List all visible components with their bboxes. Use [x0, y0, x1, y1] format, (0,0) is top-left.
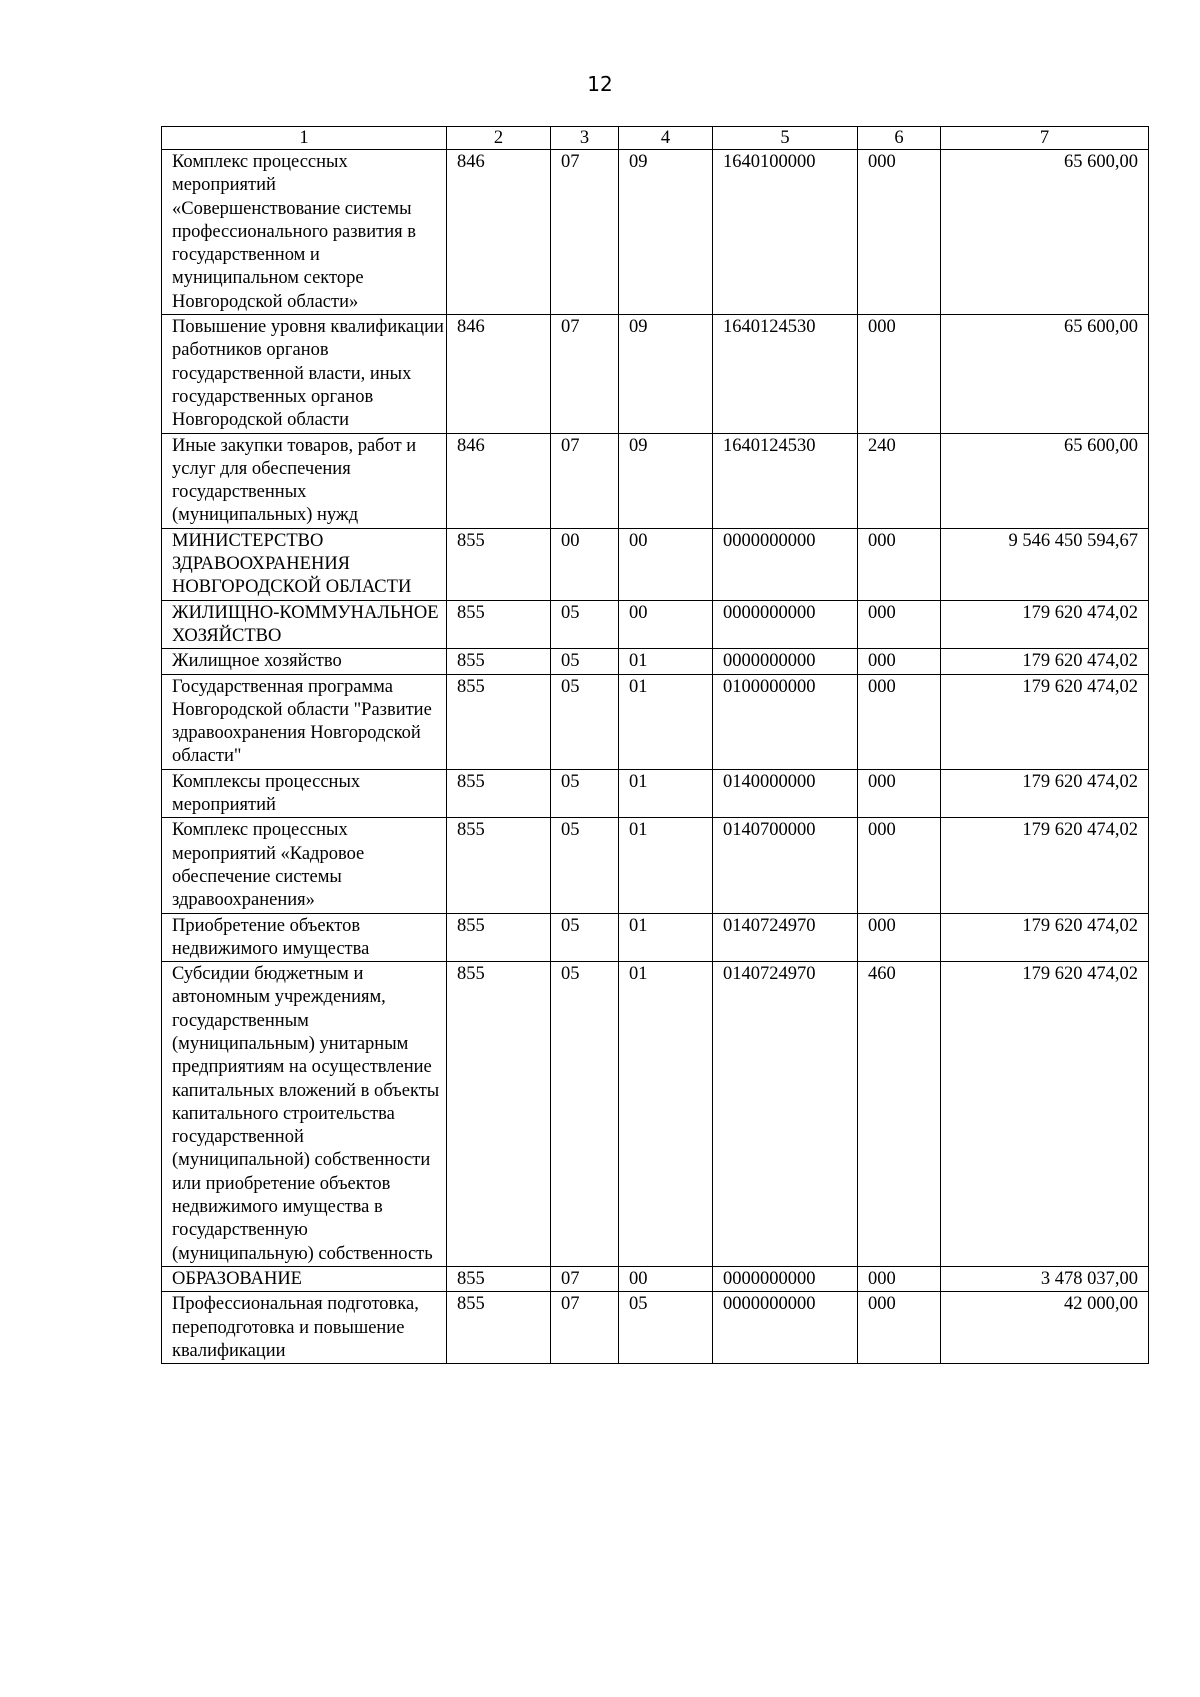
row-name-cell: Профессиональная подготовка, переподготовка и повышение квалификации — [162, 1292, 447, 1364]
code-cell: 855 — [447, 1266, 551, 1291]
code-cell: 855 — [447, 769, 551, 818]
row-name-cell: Комплекс процессных мероприятий «Совершенствование системы профессионального развития в государственном и муниципальном секторе Новгородской области» — [162, 150, 447, 315]
target-article-cell: 0000000000 — [713, 649, 858, 674]
expense-type-cell: 000 — [858, 315, 941, 433]
table-header-row — [162, 127, 1149, 150]
amount-cell: 65 600,00 — [941, 150, 1149, 315]
code-cell: 855 — [447, 913, 551, 962]
target-article-cell: 1640124530 — [713, 315, 858, 433]
code-cell: 855 — [447, 600, 551, 649]
code-cell: 855 — [447, 528, 551, 600]
table-row — [162, 769, 1149, 818]
target-article-cell: 0140724970 — [713, 962, 858, 1267]
amount-cell: 65 600,00 — [941, 433, 1149, 528]
expense-type-cell: 000 — [858, 528, 941, 600]
table-row — [162, 433, 1149, 528]
column-header: 4 — [619, 127, 713, 150]
code-cell: 846 — [447, 315, 551, 433]
table-row — [162, 962, 1149, 1267]
row-name-cell: ЖИЛИЩНО-КОММУНАЛЬНОЕ ХОЗЯЙСТВО — [162, 600, 447, 649]
subsection-cell: 00 — [619, 528, 713, 600]
amount-cell: 179 620 474,02 — [941, 649, 1149, 674]
subsection-cell: 01 — [619, 818, 713, 913]
section-cell: 05 — [551, 818, 619, 913]
target-article-cell: 0000000000 — [713, 600, 858, 649]
target-article-cell: 1640124530 — [713, 433, 858, 528]
amount-cell: 179 620 474,02 — [941, 913, 1149, 962]
table-row — [162, 600, 1149, 649]
section-cell: 00 — [551, 528, 619, 600]
section-cell: 05 — [551, 674, 619, 769]
subsection-cell: 01 — [619, 962, 713, 1267]
column-header: 5 — [713, 127, 858, 150]
expense-type-cell: 000 — [858, 818, 941, 913]
expense-type-cell: 460 — [858, 962, 941, 1267]
section-cell: 05 — [551, 962, 619, 1267]
target-article-cell: 0140724970 — [713, 913, 858, 962]
subsection-cell: 09 — [619, 433, 713, 528]
page-number: 12 — [587, 72, 613, 96]
section-cell: 05 — [551, 769, 619, 818]
row-name-cell: Субсидии бюджетным и автономным учреждениям, государственным (муниципальным) унитарным предприятиям на осуществление капитальных вложений в объекты капитального строительства государственной (муниципальной) собственности или приобретение объектов недвижимого имущества в государственную (муниципальную) собственность — [162, 962, 447, 1267]
code-cell: 855 — [447, 1292, 551, 1364]
expense-type-cell: 000 — [858, 769, 941, 818]
code-cell: 846 — [447, 433, 551, 528]
expense-type-cell: 000 — [858, 600, 941, 649]
table-row — [162, 674, 1149, 769]
amount-cell: 65 600,00 — [941, 315, 1149, 433]
amount-cell: 3 478 037,00 — [941, 1266, 1149, 1291]
budget-table — [161, 126, 1149, 1364]
code-cell: 855 — [447, 962, 551, 1267]
amount-cell: 179 620 474,02 — [941, 600, 1149, 649]
target-article-cell: 0140000000 — [713, 769, 858, 818]
amount-cell: 179 620 474,02 — [941, 769, 1149, 818]
row-name-cell: Жилищное хозяйство — [162, 649, 447, 674]
amount-cell: 179 620 474,02 — [941, 962, 1149, 1267]
code-cell: 855 — [447, 818, 551, 913]
expense-type-cell: 000 — [858, 649, 941, 674]
section-cell: 07 — [551, 150, 619, 315]
subsection-cell: 01 — [619, 913, 713, 962]
row-name-cell: Государственная программа Новгородской области "Развитие здравоохранения Новгородской области" — [162, 674, 447, 769]
table-row — [162, 1266, 1149, 1291]
row-name-cell: ОБРАЗОВАНИЕ — [162, 1266, 447, 1291]
row-name-cell: Комплекс процессных мероприятий «Кадровое обеспечение системы здравоохранения» — [162, 818, 447, 913]
table-row — [162, 649, 1149, 674]
table-row — [162, 315, 1149, 433]
target-article-cell: 0140700000 — [713, 818, 858, 913]
row-name-cell: Иные закупки товаров, работ и услуг для обеспечения государственных (муниципальных) нужд — [162, 433, 447, 528]
section-cell: 07 — [551, 433, 619, 528]
expense-type-cell: 240 — [858, 433, 941, 528]
expense-type-cell: 000 — [858, 150, 941, 315]
column-header: 3 — [551, 127, 619, 150]
subsection-cell: 09 — [619, 150, 713, 315]
section-cell: 07 — [551, 1292, 619, 1364]
section-cell: 07 — [551, 1266, 619, 1291]
row-name-cell: МИНИСТЕРСТВО ЗДРАВООХРАНЕНИЯ НОВГОРОДСКОЙ ОБЛАСТИ — [162, 528, 447, 600]
table-row — [162, 1292, 1149, 1364]
amount-cell: 179 620 474,02 — [941, 674, 1149, 769]
subsection-cell: 01 — [619, 649, 713, 674]
table-row — [162, 528, 1149, 600]
column-header: 7 — [941, 127, 1149, 150]
subsection-cell: 05 — [619, 1292, 713, 1364]
target-article-cell: 1640100000 — [713, 150, 858, 315]
section-cell: 05 — [551, 649, 619, 674]
column-header: 1 — [162, 127, 447, 150]
subsection-cell: 01 — [619, 674, 713, 769]
expense-type-cell: 000 — [858, 1266, 941, 1291]
target-article-cell: 0000000000 — [713, 1292, 858, 1364]
table-row — [162, 818, 1149, 913]
column-header: 2 — [447, 127, 551, 150]
column-header: 6 — [858, 127, 941, 150]
table-row — [162, 913, 1149, 962]
section-cell: 05 — [551, 600, 619, 649]
subsection-cell: 00 — [619, 1266, 713, 1291]
expense-type-cell: 000 — [858, 913, 941, 962]
subsection-cell: 01 — [619, 769, 713, 818]
row-name-cell: Повышение уровня квалификации работников органов государственной власти, иных государственных органов Новгородской области — [162, 315, 447, 433]
target-article-cell: 0100000000 — [713, 674, 858, 769]
code-cell: 855 — [447, 649, 551, 674]
subsection-cell: 09 — [619, 315, 713, 433]
expense-type-cell: 000 — [858, 1292, 941, 1364]
section-cell: 07 — [551, 315, 619, 433]
amount-cell: 9 546 450 594,67 — [941, 528, 1149, 600]
expense-type-cell: 000 — [858, 674, 941, 769]
amount-cell: 42 000,00 — [941, 1292, 1149, 1364]
target-article-cell: 0000000000 — [713, 1266, 858, 1291]
row-name-cell: Комплексы процессных мероприятий — [162, 769, 447, 818]
target-article-cell: 0000000000 — [713, 528, 858, 600]
subsection-cell: 00 — [619, 600, 713, 649]
code-cell: 855 — [447, 674, 551, 769]
table-row — [162, 150, 1149, 315]
section-cell: 05 — [551, 913, 619, 962]
amount-cell: 179 620 474,02 — [941, 818, 1149, 913]
row-name-cell: Приобретение объектов недвижимого имущества — [162, 913, 447, 962]
code-cell: 846 — [447, 150, 551, 315]
